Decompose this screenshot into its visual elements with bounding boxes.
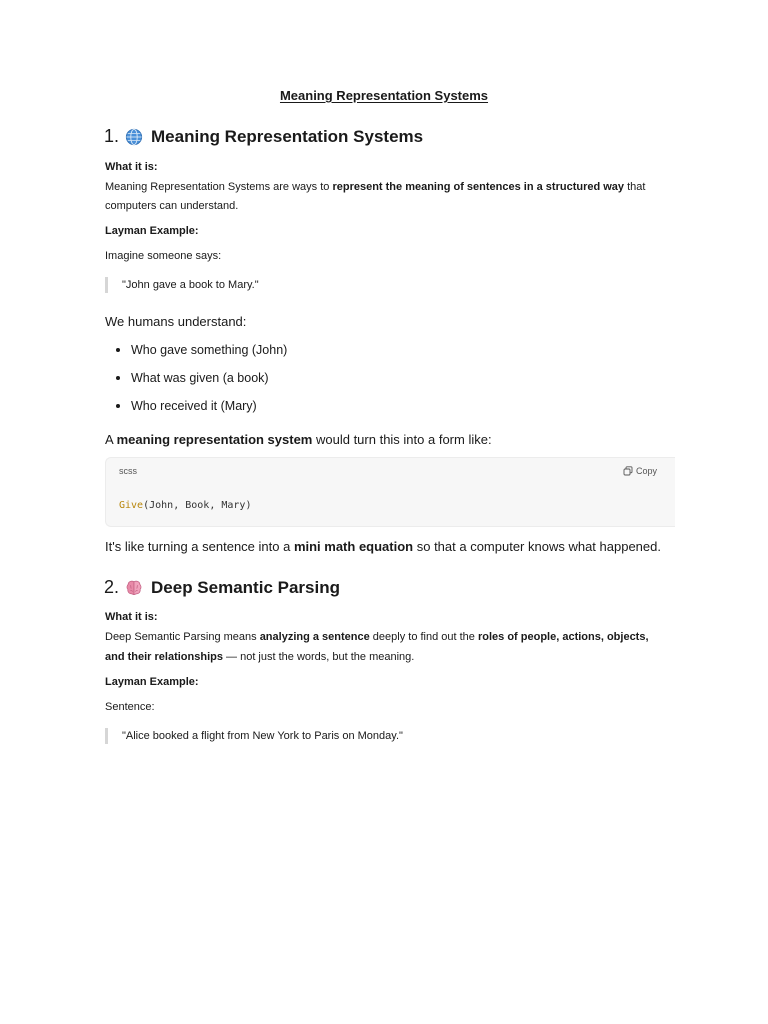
code-language-label: scss [119, 466, 137, 476]
section-2-what-label: What it is: [105, 611, 158, 623]
section-1-quote: "John gave a book to Mary." [105, 277, 259, 293]
copy-label: Copy [635, 466, 657, 476]
list-item: Who gave something (John) [105, 336, 287, 364]
section-1-layman-label: Layman Example: [105, 225, 199, 237]
code-function: Give [119, 500, 144, 511]
humans-understand-text: We humans understand: [105, 314, 247, 329]
section-1-description: Meaning Representation Systems are ways to represent the meaning of sentences in a structured way that [105, 181, 646, 193]
section-2-number: 2. [104, 577, 120, 597]
section-1-number: 1. [104, 126, 120, 146]
globe-icon [125, 128, 143, 146]
list-item: Who received it (Mary) [105, 392, 287, 420]
section-1-what-label: What it is: [105, 161, 158, 173]
code-block [105, 457, 675, 527]
brain-icon [125, 579, 143, 597]
section-1-title: Meaning Representation Systems [151, 126, 424, 146]
section-2-heading [104, 577, 340, 598]
copy-button[interactable] [623, 466, 657, 476]
section-1-heading [104, 126, 423, 147]
section-1-description-line2: computers can understand. [105, 200, 239, 212]
understanding-list [105, 336, 287, 420]
section-2-title: Deep Semantic Parsing [151, 577, 340, 597]
section-2-sentence-label: Sentence: [105, 701, 155, 713]
code-line [119, 500, 251, 511]
list-item: What was given (a book) [105, 364, 287, 392]
section-1-imagine-text: Imagine someone says: [105, 250, 222, 262]
section-2-description: Deep Semantic Parsing means analyzing a sentence deeply to find out the roles of people, actions, objects, [105, 631, 649, 643]
mrs-intro-text: A meaning representation system would turn this into a form like: [105, 432, 492, 447]
copy-icon [623, 466, 633, 476]
section-2-quote: "Alice booked a flight from New York to Paris on Monday." [105, 728, 403, 744]
section-2-description-line2: and their relationships — not just the words, but the meaning. [105, 651, 415, 663]
math-equation-text: It's like turning a sentence into a mini math equation so that a computer knows what happened. [105, 539, 661, 554]
section-2-layman-label: Layman Example: [105, 676, 199, 688]
page-title: Meaning Representation Systems [279, 88, 489, 103]
code-arguments: (John, Book, Mary) [143, 500, 252, 511]
